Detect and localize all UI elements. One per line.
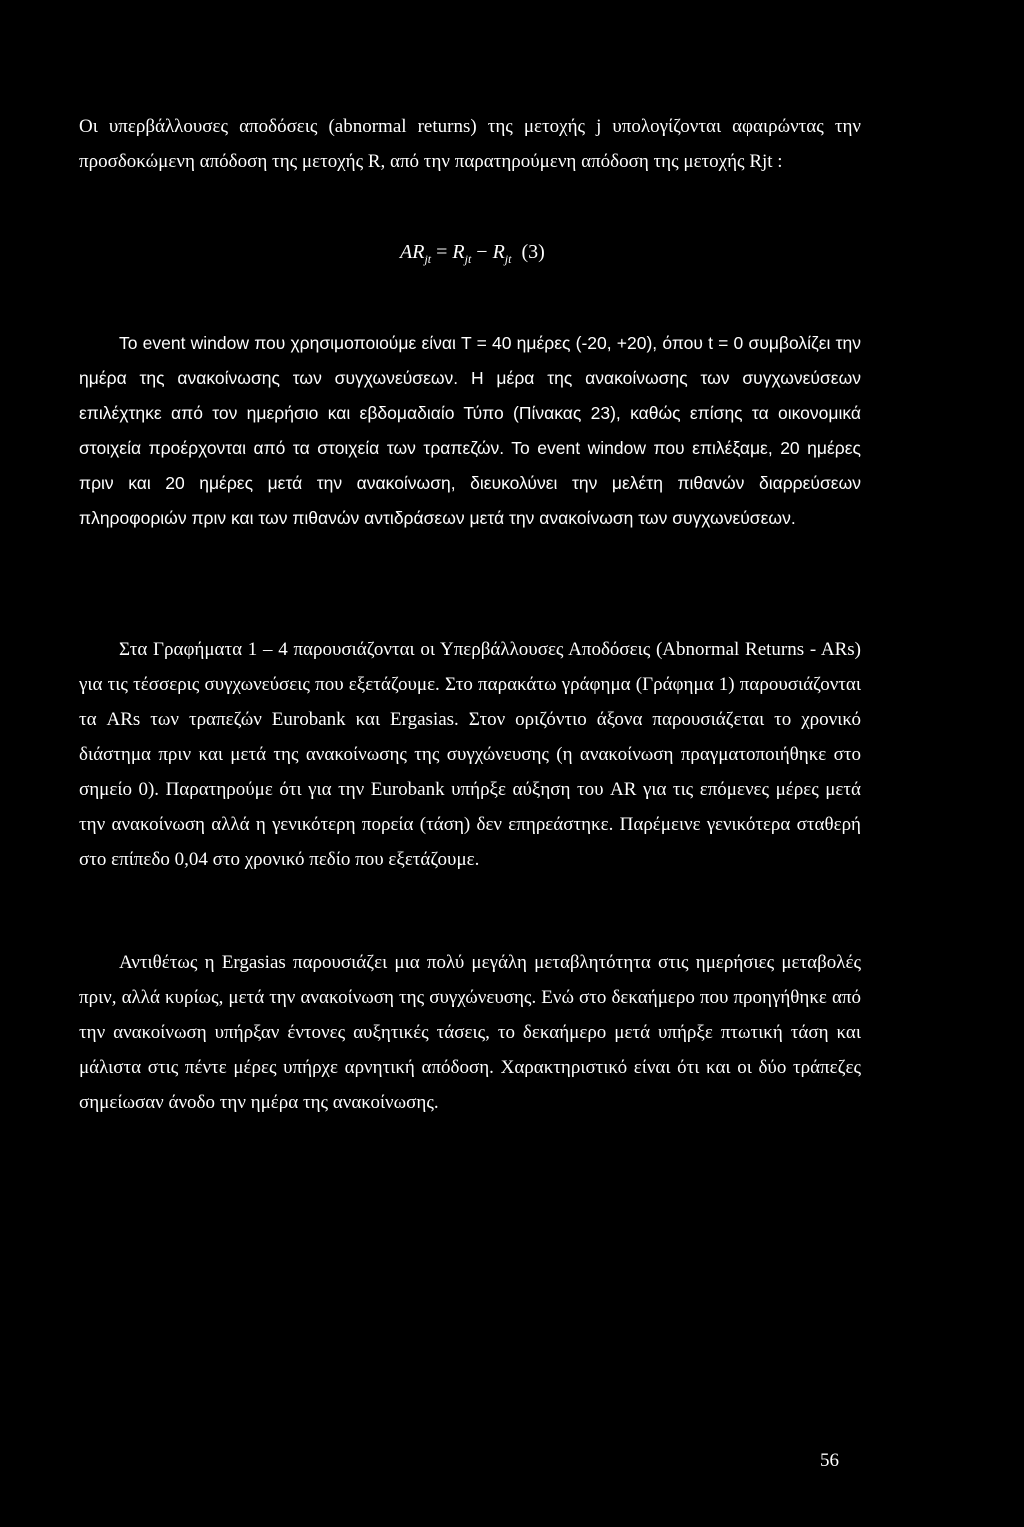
- equation-3: [400, 241, 545, 267]
- paragraph-abnormal-returns-definition: Οι υπερβάλλουσες αποδόσεις (abnormal returns) της μετοχής j υπολογίζονται αφαιρώντας την προσδοκώμενη απόδοση της μετοχής R, από την παρατηρούμενη απόδοση της μετοχής Rjt :: [79, 116, 861, 172]
- equation-number: (3): [521, 241, 545, 263]
- equation-r1-var: R: [452, 241, 465, 263]
- equation-r2-var: R: [492, 241, 505, 263]
- equation-lhs-var: AR: [400, 241, 425, 263]
- equation-r1-sub: jt: [464, 252, 472, 266]
- paragraph-event-window: Το event window που χρησιμοποιούμε είναι T = 40 ημέρες (-20, +20), όπου t = 0 συμβολίζει την ημέρα της ανακοίνωσης των συγχωνεύσεων. Η μέρα της ανακοίνωσης των συγχωνεύσεων επιλέχτηκε από τον ημερήσιο και εβδομαδιαίο Τύπο (Πίνακας 23), καθώς επίσης τα οικονομικά στοιχεία προέρχονται από τα στοιχεία των τραπεζών. Το event window που επιλέξαμε, 20 ημέρες πριν και 20 ημέρες μετά την ανακοίνωση, διευκολύνει την μελέτη πιθανών διαρρεύσεων πληροφοριών πριν και των πιθανών αντιδράσεων μετά την ανακοίνωση των συγχωνεύσεων.: [79, 333, 861, 528]
- equation-equals: =: [431, 241, 453, 263]
- paragraph-ergasias-analysis: Αντιθέτως η Ergasias παρουσιάζει μια πολύ μεγάλη μεταβλητότητα στις ημερήσιες μεταβολές πριν, αλλά κυρίως, μετά την ανακοίνωση της συγχώνευσης. Ενώ στο δεκαήμερο που προηγήθηκε από την ανακοίνωση υπήρξαν έντονες αυξητικές τάσεις, το δεκαήμερο μετά υπήρξε πτωτική τάση και μάλιστα στις πέντε μέρες υπήρχε αρνητική απόδοση. Χαρακτηριστικό είναι ότι και οι δύο τράπεζες σημείωσαν άνοδο την ημέρα της ανακοίνωσης.: [79, 952, 861, 1113]
- paragraph-graphs-description: Στα Γραφήματα 1 – 4 παρουσιάζονται οι Υπερβάλλουσες Αποδόσεις (Abnormal Returns - ARs) για τις τέσσερις συγχωνεύσεις που εξετάζουμε. Στο παρακάτω γράφημα (Γράφημα 1) παρουσιάζονται τα ARs των τραπεζών Eurobank και Ergasias. Στον οριζόντιο άξονα παρουσιάζεται το χρονικό διάστημα πριν και μετά της ανακοίνωσης της συγχώνευσης (η ανακοίνωση πραγματοποιήθηκε στο σημείο 0). Παρατηρούμε ότι για την Eurobank υπήρξε αύξηση του AR για τις επόμενες μέρες μετά την ανακοίνωση αλλά η γενικότερη πορεία (τάση) δεν επηρεάστηκε. Παρέμεινε γενικότερα σταθερή στο επίπεδο 0,04 στο χρονικό πεδίο που εξετάζουμε.: [79, 639, 861, 870]
- equation-minus: −: [471, 241, 493, 263]
- equation-lhs-sub: jt: [424, 252, 432, 266]
- page-number: 56: [820, 1450, 839, 1471]
- equation-r2-sub: jt: [504, 252, 512, 266]
